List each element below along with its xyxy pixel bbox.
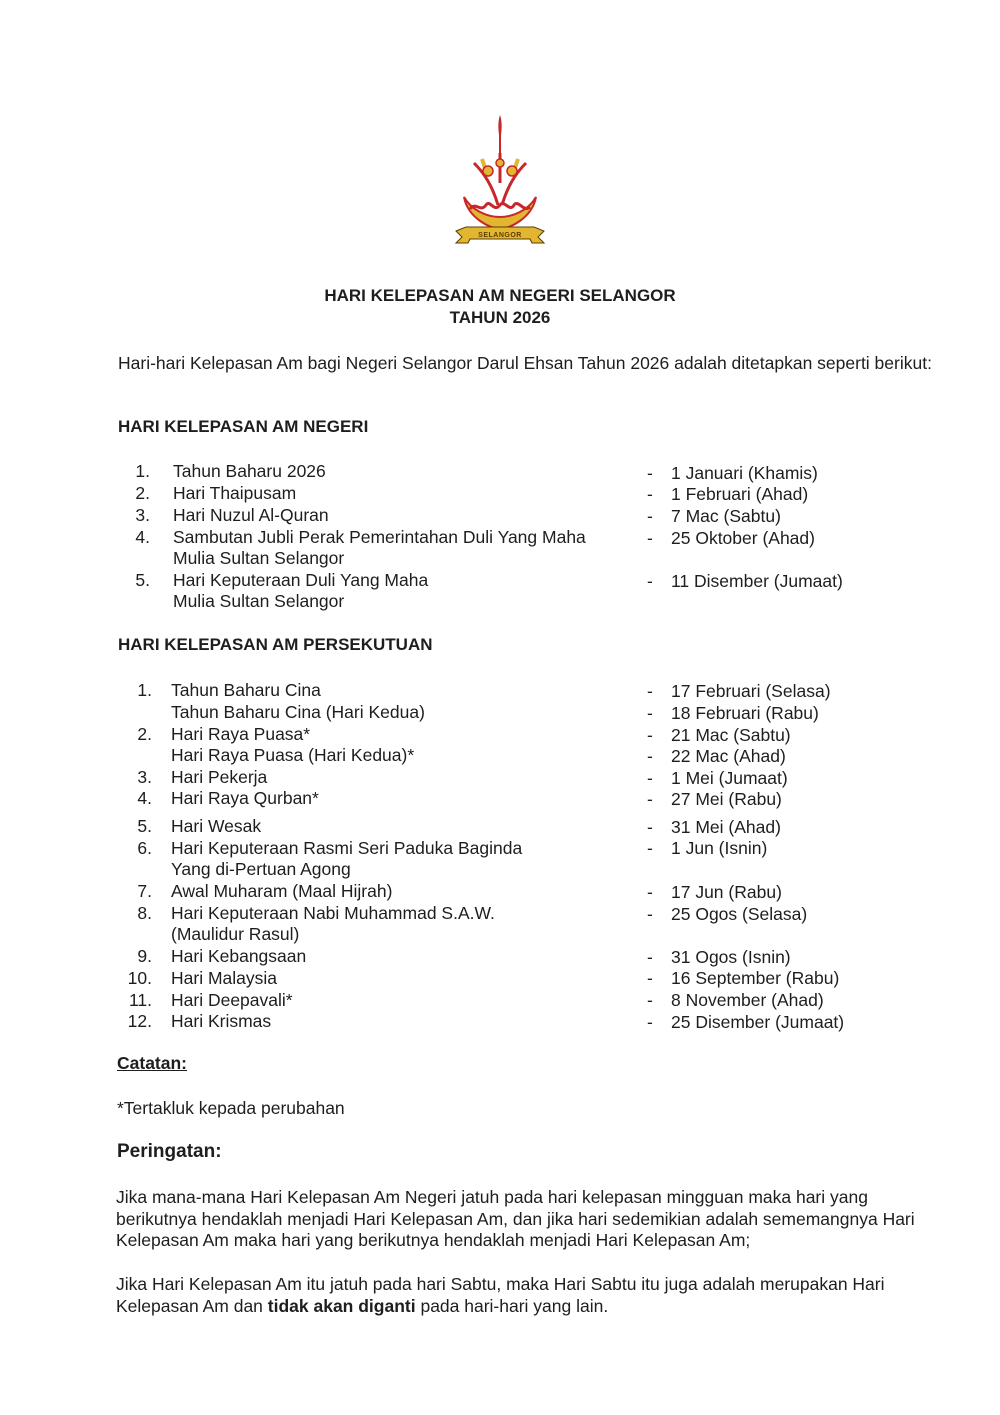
item-number: 8. (137, 903, 152, 923)
holiday-name: Tahun Baharu Cina (Hari Kedua) (171, 702, 425, 722)
holiday-name-continued: Mulia Sultan Selangor (173, 548, 345, 568)
separator-dash: - (647, 990, 653, 1010)
holiday-name: Hari Keputeraan Nabi Muhammad S.A.W. (171, 903, 495, 923)
section-heading-persekutuan: HARI KELEPASAN AM PERSEKUTUAN (118, 635, 433, 654)
item-number: 12. (127, 1011, 152, 1031)
separator-dash: - (647, 463, 653, 483)
holiday-name: Hari Kebangsaan (171, 946, 307, 966)
separator-dash: - (647, 817, 653, 837)
crest-banner-text: SELANGOR (478, 232, 522, 239)
item-number: 2. (135, 483, 150, 503)
item-number: 5. (135, 570, 150, 590)
holiday-date: 16 September (Rabu) (671, 968, 840, 988)
holiday-date: 1 Januari (Khamis) (671, 463, 818, 483)
separator-dash: - (647, 703, 653, 723)
separator-dash: - (647, 484, 653, 504)
holiday-name-continued: Yang di-Pertuan Agong (171, 859, 351, 879)
holiday-name: Hari Nuzul Al-Quran (173, 505, 329, 525)
selangor-crest-logo (452, 113, 548, 253)
holiday-date: 1 Februari (Ahad) (671, 484, 809, 504)
holiday-name-continued: Mulia Sultan Selangor (173, 591, 345, 611)
holiday-date: 8 November (Ahad) (671, 990, 824, 1010)
paragraph-text: Jika Hari Kelepasan Am itu jatuh pada hari Sabtu, maka Hari Sabtu itu juga adalah merupakan Hari Kelepasan Am dan (116, 1274, 885, 1316)
separator-dash: - (647, 882, 653, 902)
holiday-date: 18 Februari (Rabu) (671, 703, 819, 723)
holiday-date: 17 Februari (Selasa) (671, 681, 831, 701)
item-number: 2. (137, 724, 152, 744)
peringatan-paragraph-1: Jika mana-mana Hari Kelepasan Am Negeri jatuh pada hari kelepasan mingguan maka hari yang berikutnya hendaklah menjadi Hari Kelepasan Am, dan jika hari sedemikian adalah sememangnya Hari Kelepasan Am maka hari yang berikutnya hendaklah menjadi Hari Kelepasan Am; (116, 1187, 915, 1250)
catatan-note: *Tertakluk kepada perubahan (117, 1098, 345, 1118)
holiday-date: 21 Mac (Sabtu) (671, 725, 791, 745)
holiday-date: 27 Mei (Rabu) (671, 789, 782, 809)
emphasis-text: tidak akan diganti (267, 1295, 416, 1316)
paragraph-text: pada hari-hari yang lain. (415, 1295, 609, 1316)
item-number: 1. (137, 680, 152, 700)
item-number: 5. (137, 816, 152, 836)
holiday-name: Tahun Baharu Cina (171, 680, 321, 700)
holiday-date: 7 Mac (Sabtu) (671, 506, 781, 526)
item-number: 1. (135, 461, 150, 481)
separator-dash: - (647, 947, 653, 967)
item-number: 3. (137, 767, 152, 787)
separator-dash: - (647, 506, 653, 526)
holiday-date: 31 Mei (Ahad) (671, 817, 781, 837)
holiday-name: Hari Raya Puasa (Hari Kedua)* (171, 745, 415, 765)
item-number: 4. (137, 788, 152, 808)
item-number: 6. (137, 838, 152, 858)
holiday-name: Hari Pekerja (171, 767, 268, 787)
peringatan-label: Peringatan: (117, 1141, 222, 1162)
separator-dash: - (647, 768, 653, 788)
holiday-name-continued: (Maulidur Rasul) (171, 924, 300, 944)
holiday-name: Hari Wesak (171, 816, 262, 836)
section-heading-negeri: HARI KELEPASAN AM NEGERI (118, 417, 369, 436)
holiday-name: Hari Krismas (171, 1011, 272, 1031)
item-number: 9. (137, 946, 152, 966)
item-number: 3. (135, 505, 150, 525)
holiday-name: Awal Muharam (Maal Hijrah) (171, 881, 393, 901)
holiday-name: Hari Deepavali* (171, 990, 293, 1010)
catatan-label: Catatan: (117, 1053, 188, 1073)
holiday-name: Tahun Baharu 2026 (173, 461, 326, 481)
holiday-name: Sambutan Jubli Perak Pemerintahan Duli Yang Maha (173, 527, 586, 547)
holiday-name: Hari Malaysia (171, 968, 277, 988)
item-number: 11. (128, 990, 152, 1010)
holiday-name: Hari Raya Qurban* (171, 788, 319, 808)
holiday-date: 17 Jun (Rabu) (671, 882, 782, 902)
separator-dash: - (647, 968, 653, 988)
separator-dash: - (647, 528, 653, 548)
holiday-name: Hari Keputeraan Duli Yang Maha (173, 570, 429, 590)
separator-dash: - (647, 725, 653, 745)
holiday-name: Hari Keputeraan Rasmi Seri Paduka Baginda (171, 838, 523, 858)
separator-dash: - (647, 1012, 653, 1032)
holiday-date: 22 Mac (Ahad) (671, 746, 786, 766)
item-number: 7. (137, 881, 152, 901)
item-number: 10. (127, 968, 152, 988)
holiday-date: 25 Ogos (Selasa) (671, 904, 808, 924)
separator-dash: - (647, 681, 653, 701)
holiday-date: 31 Ogos (Isnin) (671, 947, 791, 967)
holiday-name: Hari Raya Puasa* (171, 724, 311, 744)
separator-dash: - (647, 789, 653, 809)
separator-dash: - (647, 746, 653, 766)
document-title: HARI KELEPASAN AM NEGERI SELANGOR (324, 286, 676, 305)
holiday-date: 1 Mei (Jumaat) (671, 768, 788, 788)
separator-dash: - (647, 904, 653, 924)
item-number: 4. (135, 527, 150, 547)
holiday-date: 25 Disember (Jumaat) (671, 1012, 845, 1032)
intro-paragraph: Hari-hari Kelepasan Am bagi Negeri Selangor Darul Ehsan Tahun 2026 adalah ditetapkan seperti berikut: (118, 353, 932, 373)
holiday-date: 25 Oktober (Ahad) (671, 528, 815, 548)
document-year: TAHUN 2026 (449, 308, 551, 327)
holiday-date: 1 Jun (Isnin) (671, 838, 768, 858)
peringatan-paragraph-2 (116, 1274, 946, 1317)
separator-dash: - (647, 838, 653, 858)
holiday-date: 11 Disember (Jumaat) (671, 571, 843, 591)
separator-dash: - (647, 571, 653, 591)
holiday-name: Hari Thaipusam (173, 483, 297, 503)
